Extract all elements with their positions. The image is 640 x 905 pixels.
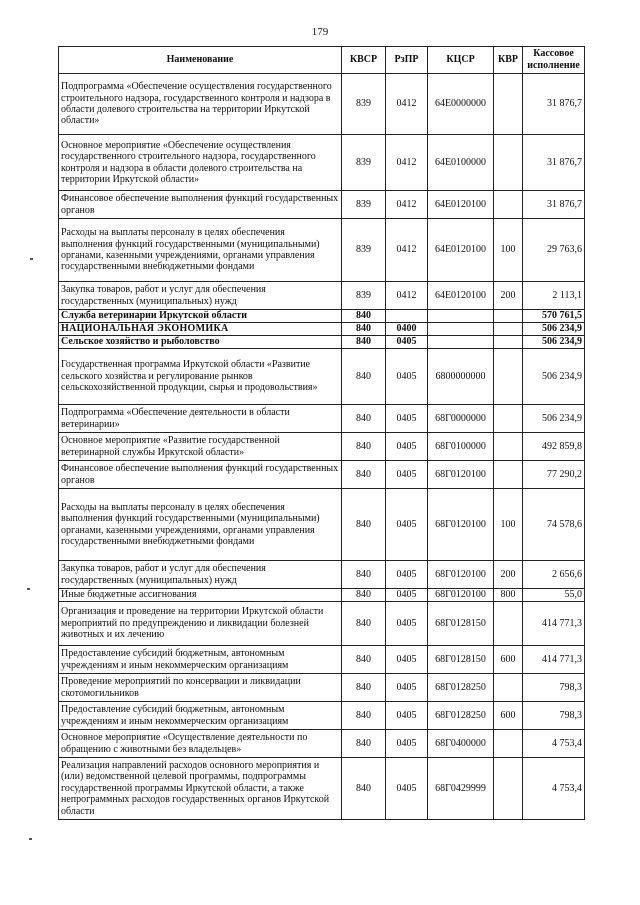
row-kvsr: 839 xyxy=(342,219,386,282)
row-kcsr: 68Г0120100 xyxy=(428,461,494,489)
table-row xyxy=(59,602,585,646)
table-row xyxy=(59,646,585,674)
row-kcsr: 68Г0429999 xyxy=(428,758,494,820)
row-amount: 4 753,4 xyxy=(523,758,585,820)
row-amount: 31 876,7 xyxy=(523,135,585,191)
row-rzpr: 0405 xyxy=(386,602,428,646)
header-amount: Кассовое исполнение xyxy=(523,47,585,74)
row-kvr xyxy=(494,730,523,758)
row-amount: 414 771,3 xyxy=(523,602,585,646)
row-kcsr: 64Е0120100 xyxy=(428,191,494,219)
table-row xyxy=(59,405,585,433)
row-kcsr xyxy=(428,336,494,349)
row-rzpr: 0412 xyxy=(386,191,428,219)
row-name: Закупка товаров, работ и услуг для обеспечения государственных (муниципальных) нужд xyxy=(59,282,342,310)
row-kvr xyxy=(494,74,523,135)
row-kcsr: 68Г0120100 xyxy=(428,589,494,602)
row-kcsr: 68Г0128250 xyxy=(428,674,494,702)
table-row xyxy=(59,310,585,323)
row-name: Подпрограмма «Обеспечение деятельности в области ветеринарии» xyxy=(59,405,342,433)
table-row xyxy=(59,561,585,589)
row-rzpr: 0405 xyxy=(386,349,428,405)
row-rzpr: 0405 xyxy=(386,461,428,489)
table-row xyxy=(59,282,585,310)
table-row xyxy=(59,433,585,461)
table-row xyxy=(59,323,585,336)
row-rzpr: 0405 xyxy=(386,405,428,433)
row-amount: 55,0 xyxy=(523,589,585,602)
row-kvsr: 839 xyxy=(342,282,386,310)
row-kvr xyxy=(494,336,523,349)
row-kcsr: 68Г0128150 xyxy=(428,602,494,646)
header-kvr: КВР xyxy=(494,47,523,74)
row-name: Расходы на выплаты персоналу в целях обеспечения выполнения функций государственными (муниципальными) органами, казенными учреждениями, органами управления государственными внебюджетными фондами xyxy=(59,219,342,282)
scan-mark xyxy=(27,588,30,590)
row-kvsr: 840 xyxy=(342,405,386,433)
row-rzpr: 0405 xyxy=(386,589,428,602)
row-kvr xyxy=(494,349,523,405)
row-amount: 2 656,6 xyxy=(523,561,585,589)
row-name: Расходы на выплаты персоналу в целях обеспечения выполнения функций государственными (муниципальными) органами, казенными учреждениями, органами управления государственными внебюджетными фондами xyxy=(59,489,342,561)
row-kvr xyxy=(494,758,523,820)
row-kcsr: 68Г0400000 xyxy=(428,730,494,758)
row-amount: 77 290,2 xyxy=(523,461,585,489)
row-name: НАЦИОНАЛЬНАЯ ЭКОНОМИКА xyxy=(59,323,342,336)
row-kvsr: 840 xyxy=(342,323,386,336)
row-rzpr: 0412 xyxy=(386,282,428,310)
row-name: Основное мероприятие «Осуществление деятельности по обращению с животными без владельцев» xyxy=(59,730,342,758)
row-amount: 506 234,9 xyxy=(523,405,585,433)
row-rzpr: 0412 xyxy=(386,74,428,135)
row-name: Иные бюджетные ассигнования xyxy=(59,589,342,602)
row-amount: 31 876,7 xyxy=(523,74,585,135)
row-name: Служба ветеринарии Иркутской области xyxy=(59,310,342,323)
row-name: Организация и проведение на территории Иркутской области мероприятий по предупреждению и ликвидации болезней животных и их лечению xyxy=(59,602,342,646)
header-kvsr: КВСР xyxy=(342,47,386,74)
table-row xyxy=(59,74,585,135)
row-rzpr: 0405 xyxy=(386,674,428,702)
row-kvsr: 840 xyxy=(342,602,386,646)
row-rzpr: 0405 xyxy=(386,730,428,758)
row-kvr: 100 xyxy=(494,489,523,561)
row-kcsr: 68Г0100000 xyxy=(428,433,494,461)
row-kvsr: 839 xyxy=(342,191,386,219)
header-rzpr: РзПР xyxy=(386,47,428,74)
table-header-row xyxy=(59,47,585,74)
page-number: 179 xyxy=(311,26,329,38)
row-kvr: 600 xyxy=(494,702,523,730)
row-kvsr: 840 xyxy=(342,349,386,405)
row-amount: 4 753,4 xyxy=(523,730,585,758)
row-amount: 506 234,9 xyxy=(523,336,585,349)
row-name: Государственная программа Иркутской области «Развитие сельского хозяйства и регулирование рынков сельскохозяйственной продукции, сырья и продовольствия» xyxy=(59,349,342,405)
row-kvr xyxy=(494,433,523,461)
row-name: Подпрограмма «Обеспечение осуществления государственного строительного надзора, государственного контроля и надзора в области долевого строительства на территории Иркутской области» xyxy=(59,74,342,135)
row-name: Сельское хозяйство и рыболовство xyxy=(59,336,342,349)
row-kvr xyxy=(494,191,523,219)
row-rzpr: 0412 xyxy=(386,135,428,191)
row-rzpr: 0405 xyxy=(386,702,428,730)
row-name: Финансовое обеспечение выполнения функций государственных органов xyxy=(59,461,342,489)
header-kcsr: КЦСР xyxy=(428,47,494,74)
row-kvsr: 840 xyxy=(342,433,386,461)
scan-mark xyxy=(29,838,32,840)
row-kvr: 100 xyxy=(494,219,523,282)
row-kvr xyxy=(494,310,523,323)
table-row xyxy=(59,219,585,282)
row-kvsr: 840 xyxy=(342,758,386,820)
row-kcsr: 64Е0120100 xyxy=(428,219,494,282)
row-rzpr xyxy=(386,310,428,323)
row-kcsr: 6800000000 xyxy=(428,349,494,405)
table-row xyxy=(59,674,585,702)
row-kcsr xyxy=(428,310,494,323)
scan-mark xyxy=(30,258,33,260)
row-kvr xyxy=(494,602,523,646)
row-rzpr: 0405 xyxy=(386,561,428,589)
row-amount: 492 859,8 xyxy=(523,433,585,461)
row-kvr: 800 xyxy=(494,589,523,602)
row-amount: 74 578,6 xyxy=(523,489,585,561)
row-kcsr xyxy=(428,323,494,336)
row-kvsr: 840 xyxy=(342,589,386,602)
table-row xyxy=(59,135,585,191)
row-amount: 798,3 xyxy=(523,674,585,702)
row-kvr: 600 xyxy=(494,646,523,674)
row-kcsr: 68Г0128150 xyxy=(428,646,494,674)
row-kvsr: 840 xyxy=(342,730,386,758)
row-kvr xyxy=(494,405,523,433)
row-kvsr: 840 xyxy=(342,561,386,589)
row-kcsr: 64Е0100000 xyxy=(428,135,494,191)
row-kvsr: 840 xyxy=(342,310,386,323)
row-name: Основное мероприятие «Развитие государственной ветеринарной службы Иркутской области» xyxy=(59,433,342,461)
row-rzpr: 0412 xyxy=(386,219,428,282)
row-name: Проведение мероприятий по консервации и ликвидации скотомогильников xyxy=(59,674,342,702)
row-kvsr: 840 xyxy=(342,646,386,674)
row-rzpr: 0405 xyxy=(386,336,428,349)
row-rzpr: 0405 xyxy=(386,758,428,820)
row-rzpr: 0405 xyxy=(386,433,428,461)
row-name: Основное мероприятие «Обеспечение осуществления государственного строительного надзора, государственного контроля и надзора в области долевого строительства на территории Иркутской области» xyxy=(59,135,342,191)
row-kvr: 200 xyxy=(494,561,523,589)
row-kvsr: 840 xyxy=(342,674,386,702)
row-name: Предоставление субсидий бюджетным, автономным учреждениям и иным некоммерческим организациям xyxy=(59,702,342,730)
row-kcsr: 68Г0120100 xyxy=(428,489,494,561)
budget-execution-table xyxy=(58,46,585,820)
header-name: Наименование xyxy=(59,47,342,74)
table-row xyxy=(59,349,585,405)
row-kvsr: 840 xyxy=(342,461,386,489)
table-row xyxy=(59,461,585,489)
row-amount: 570 761,5 xyxy=(523,310,585,323)
row-kvsr: 839 xyxy=(342,135,386,191)
row-amount: 414 771,3 xyxy=(523,646,585,674)
row-kcsr: 68Г0120100 xyxy=(428,561,494,589)
row-kvsr: 840 xyxy=(342,489,386,561)
table-row xyxy=(59,191,585,219)
row-amount: 506 234,9 xyxy=(523,349,585,405)
row-rzpr: 0400 xyxy=(386,323,428,336)
row-name: Закупка товаров, работ и услуг для обеспечения государственных (муниципальных) нужд xyxy=(59,561,342,589)
row-rzpr: 0405 xyxy=(386,489,428,561)
row-kvr xyxy=(494,135,523,191)
row-name: Финансовое обеспечение выполнения функций государственных органов xyxy=(59,191,342,219)
row-name: Предоставление субсидий бюджетным, автономным учреждениям и иным некоммерческим организациям xyxy=(59,646,342,674)
table-row xyxy=(59,489,585,561)
row-kcsr: 64Е0000000 xyxy=(428,74,494,135)
row-kvsr: 839 xyxy=(342,74,386,135)
row-kcsr: 64Е0120100 xyxy=(428,282,494,310)
row-amount: 29 763,6 xyxy=(523,219,585,282)
row-amount: 31 876,7 xyxy=(523,191,585,219)
row-kvr xyxy=(494,461,523,489)
row-kvsr: 840 xyxy=(342,336,386,349)
table-row xyxy=(59,589,585,602)
row-amount: 798,3 xyxy=(523,702,585,730)
row-kcsr: 68Г0128250 xyxy=(428,702,494,730)
row-kcsr: 68Г0000000 xyxy=(428,405,494,433)
table-row xyxy=(59,758,585,820)
table-row xyxy=(59,702,585,730)
row-rzpr: 0405 xyxy=(386,646,428,674)
row-kvsr: 840 xyxy=(342,702,386,730)
row-name: Реализация направлений расходов основного мероприятия и (или) ведомственной целевой программы, подпрограммы государственной программы Иркутской области, а также непрограммных расходов государственных органов Иркутской области xyxy=(59,758,342,820)
row-kvr: 200 xyxy=(494,282,523,310)
row-kvr xyxy=(494,674,523,702)
row-amount: 506 234,9 xyxy=(523,323,585,336)
row-kvr xyxy=(494,323,523,336)
table-row xyxy=(59,336,585,349)
table-row xyxy=(59,730,585,758)
row-amount: 2 113,1 xyxy=(523,282,585,310)
